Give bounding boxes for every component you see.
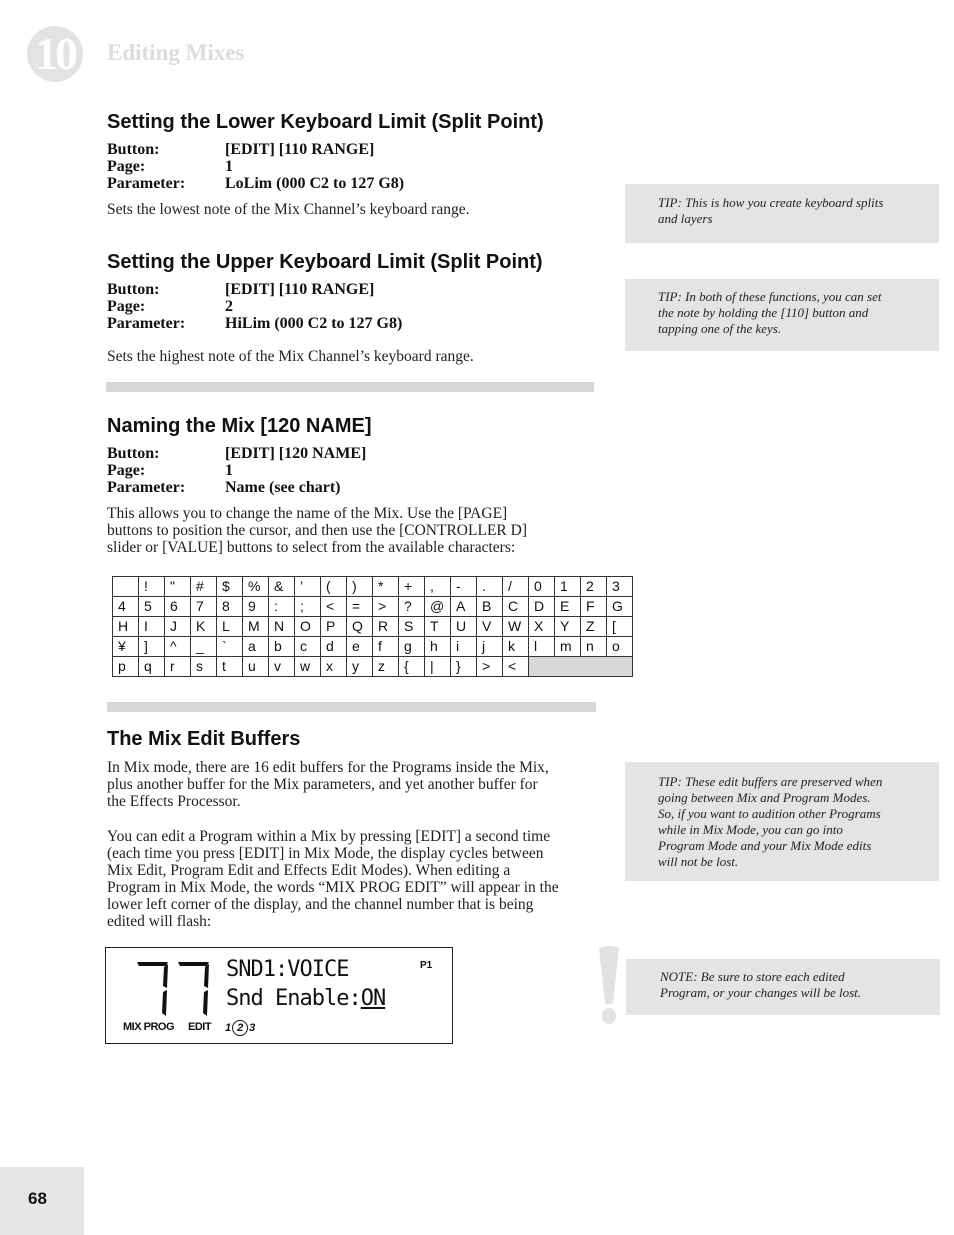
char-cell: 5 xyxy=(139,597,165,617)
body-line: slider or [VALUE] buttons to select from the available characters: xyxy=(107,539,516,556)
tip-line: and layers xyxy=(658,211,713,226)
char-cell: e xyxy=(347,637,373,657)
section-heading-edit-buffers: The Mix Edit Buffers xyxy=(107,728,301,750)
char-cell: s xyxy=(191,657,217,677)
char-cell: Z xyxy=(581,617,607,637)
char-cell: 3 xyxy=(607,577,633,597)
char-cell: / xyxy=(503,577,529,597)
char-cell: k xyxy=(503,637,529,657)
tip-line: NOTE: Be sure to store each edited xyxy=(660,969,845,984)
char-cell: p xyxy=(113,657,139,677)
body-text-upper-limit: Sets the highest note of the Mix Channel’s keyboard range. xyxy=(107,348,474,365)
char-cell: @ xyxy=(425,597,451,617)
char-cell: Q xyxy=(347,617,373,637)
char-cell: f xyxy=(373,637,399,657)
char-cell: B xyxy=(477,597,503,617)
tip-line: Program, or your changes will be lost. xyxy=(660,985,862,1000)
exclamation-icon xyxy=(592,945,626,1027)
char-cell: m xyxy=(555,637,581,657)
char-cell: F xyxy=(581,597,607,617)
char-cell: = xyxy=(347,597,373,617)
char-cell: E xyxy=(555,597,581,617)
char-cell: ¥ xyxy=(113,637,139,657)
lcd-channel-digits xyxy=(132,959,212,1021)
param-value: LoLim (000 C2 to 127 G8) xyxy=(225,175,405,192)
char-cell: o xyxy=(607,637,633,657)
char-cell: a xyxy=(243,637,269,657)
param-value: [EDIT] [110 RANGE] xyxy=(225,281,375,298)
char-cell: ! xyxy=(139,577,165,597)
char-cell: y xyxy=(347,657,373,677)
tip-line: tapping one of the keys. xyxy=(658,321,782,336)
section-heading-lower-limit: Setting the Lower Keyboard Limit (Split Point) xyxy=(107,111,544,133)
char-cell: . xyxy=(477,577,503,597)
char-cell: | xyxy=(425,657,451,677)
char-cell: T xyxy=(425,617,451,637)
char-cell: % xyxy=(243,577,269,597)
param-key: Parameter: xyxy=(107,315,186,332)
param-key: Page: xyxy=(107,158,146,175)
char-cell: 0 xyxy=(529,577,555,597)
char-cell: 1 xyxy=(555,577,581,597)
lcd-line-1: SND1:VOICE xyxy=(226,957,349,982)
chapter-title: Editing Mixes xyxy=(107,40,245,65)
char-cell: # xyxy=(191,577,217,597)
char-cell: , xyxy=(425,577,451,597)
char-cell: V xyxy=(477,617,503,637)
char-cell: 9 xyxy=(243,597,269,617)
char-cell: 4 xyxy=(113,597,139,617)
char-cell: [ xyxy=(607,617,633,637)
tip-box-edit-buffers xyxy=(625,762,939,881)
tip-line: going between Mix and Program Modes. xyxy=(658,790,871,805)
char-cell: L xyxy=(217,617,243,637)
tip-line: TIP: This is how you create keyboard splits xyxy=(658,195,884,210)
char-cell: D xyxy=(529,597,555,617)
lcd-channel-3: 3 xyxy=(249,1022,256,1034)
char-cell: K xyxy=(191,617,217,637)
body-text-lower-limit: Sets the lowest note of the Mix Channel’s keyboard range. xyxy=(107,201,470,218)
lcd-channel-1: 1 xyxy=(225,1022,232,1034)
param-value: Name (see chart) xyxy=(225,479,341,496)
param-value: HiLim (000 C2 to 127 G8) xyxy=(225,315,403,332)
param-value: [EDIT] [120 NAME] xyxy=(225,445,367,462)
char-cell: u xyxy=(243,657,269,677)
param-value: 1 xyxy=(225,158,233,175)
lcd-channel-numbers xyxy=(225,1020,255,1036)
body-text-naming xyxy=(107,505,527,556)
tip-line: TIP: These edit buffers are preserved when xyxy=(658,774,883,789)
char-cell: ) xyxy=(347,577,373,597)
char-cell: x xyxy=(321,657,347,677)
lcd-display xyxy=(105,947,453,1044)
note-box-store xyxy=(626,959,940,1015)
char-cell: q xyxy=(139,657,165,677)
param-key: Button: xyxy=(107,281,160,298)
body-line: This allows you to change the name of the Mix. Use the [PAGE] xyxy=(107,505,508,522)
char-cell: g xyxy=(399,637,425,657)
char-cell: h xyxy=(425,637,451,657)
char-cell: _ xyxy=(191,637,217,657)
tip-line: Program Mode and your Mix Mode edits xyxy=(658,838,872,853)
param-value: 1 xyxy=(225,462,233,479)
character-chart-table xyxy=(112,576,633,677)
char-cell: } xyxy=(451,657,477,677)
char-cell: ` xyxy=(217,637,243,657)
char-cell: d xyxy=(321,637,347,657)
tip-box-splits xyxy=(625,184,939,243)
lcd-channel-2-circled: 2 xyxy=(232,1020,248,1036)
char-cell: b xyxy=(269,637,295,657)
body-line: plus another buffer for the Mix parameters, and yet another buffer for xyxy=(107,776,538,793)
char-cell: j xyxy=(477,637,503,657)
char-cell: - xyxy=(451,577,477,597)
char-cell: O xyxy=(295,617,321,637)
char-cell: ’ xyxy=(295,577,321,597)
char-cell: ? xyxy=(399,597,425,617)
lcd-line-2-value: ON xyxy=(360,986,386,1011)
char-table-row xyxy=(113,657,633,677)
tip-box-note-set xyxy=(625,279,939,351)
char-cell: 7 xyxy=(191,597,217,617)
char-cell: $ xyxy=(217,577,243,597)
char-cell: W xyxy=(503,617,529,637)
char-cell: z xyxy=(373,657,399,677)
char-cell: M xyxy=(243,617,269,637)
char-cell: w xyxy=(295,657,321,677)
char-cell: S xyxy=(399,617,425,637)
char-cell: P xyxy=(321,617,347,637)
lcd-mode-label: MIX PROG xyxy=(123,1021,175,1033)
char-cell: < xyxy=(321,597,347,617)
char-cell: R xyxy=(373,617,399,637)
section-divider xyxy=(106,382,594,392)
chapter-number-badge: 10 xyxy=(27,26,83,82)
param-key: Page: xyxy=(107,298,146,315)
char-cell: < xyxy=(503,657,529,677)
char-cell: H xyxy=(113,617,139,637)
char-cell: ^ xyxy=(165,637,191,657)
body-line: (each time you press [EDIT] in Mix Mode, the display cycles between xyxy=(107,845,544,862)
char-cell: A xyxy=(451,597,477,617)
char-cell: U xyxy=(451,617,477,637)
char-table-row xyxy=(113,577,633,597)
char-cell: J xyxy=(165,617,191,637)
char-cell: : xyxy=(269,597,295,617)
param-block-lower-limit xyxy=(107,141,404,192)
char-cell: & xyxy=(269,577,295,597)
char-cell: 2 xyxy=(581,577,607,597)
body-text-edit-buffers-2 xyxy=(107,828,559,930)
body-line: Program in Mix Mode, the words “MIX PROG EDIT” will appear in the xyxy=(107,879,559,896)
char-cell xyxy=(113,577,139,597)
section-divider xyxy=(107,702,596,712)
char-cell: 8 xyxy=(217,597,243,617)
tip-line: the note by holding the [110] button and xyxy=(658,305,869,320)
body-line: You can edit a Program within a Mix by pressing [EDIT] a second time xyxy=(107,828,551,845)
char-cell: * xyxy=(373,577,399,597)
body-line: Mix Edit, Program Edit and Effects Edit Modes). When editing a xyxy=(107,862,511,879)
param-key: Parameter: xyxy=(107,479,186,496)
char-table-row xyxy=(113,597,633,617)
char-cell: C xyxy=(503,597,529,617)
char-cell: > xyxy=(477,657,503,677)
lcd-page-indicator: P1 xyxy=(420,960,433,971)
param-key: Button: xyxy=(107,445,160,462)
char-cell: N xyxy=(269,617,295,637)
char-cell: I xyxy=(139,617,165,637)
body-text-edit-buffers-1 xyxy=(107,759,549,810)
lcd-line-2 xyxy=(226,986,385,1011)
param-key: Button: xyxy=(107,141,160,158)
body-line: the Effects Processor. xyxy=(107,793,241,810)
char-cell: t xyxy=(217,657,243,677)
char-cell: { xyxy=(399,657,425,677)
char-cell: i xyxy=(451,637,477,657)
body-line: edited will flash: xyxy=(107,913,212,930)
param-value: 2 xyxy=(225,298,233,315)
char-cell: v xyxy=(269,657,295,677)
page-number-box xyxy=(0,1167,84,1235)
param-block-naming xyxy=(107,445,366,496)
char-cell: 6 xyxy=(165,597,191,617)
tip-line: while in Mix Mode, you can go into xyxy=(658,822,843,837)
char-cell: r xyxy=(165,657,191,677)
char-cell: ] xyxy=(139,637,165,657)
section-heading-upper-limit: Setting the Upper Keyboard Limit (Split Point) xyxy=(107,251,543,273)
body-line: In Mix mode, there are 16 edit buffers for the Programs inside the Mix, xyxy=(107,759,549,776)
char-table-row xyxy=(113,637,633,657)
param-value: [EDIT] [110 RANGE] xyxy=(225,141,375,158)
page-number: 68 xyxy=(28,1189,47,1208)
char-cell: G xyxy=(607,597,633,617)
body-line: lower left corner of the display, and the channel number that is being xyxy=(107,896,534,913)
tip-line: TIP: In both of these functions, you can set xyxy=(658,289,882,304)
char-cell: X xyxy=(529,617,555,637)
char-cell: l xyxy=(529,637,555,657)
char-cell-empty xyxy=(529,657,633,677)
char-cell: Y xyxy=(555,617,581,637)
lcd-edit-label: EDIT xyxy=(188,1021,212,1033)
char-table-row xyxy=(113,617,633,637)
body-line: buttons to position the cursor, and then use the [CONTROLLER D] xyxy=(107,522,527,539)
tip-line: will not be lost. xyxy=(658,854,739,869)
char-cell: > xyxy=(373,597,399,617)
char-cell: ; xyxy=(295,597,321,617)
param-key: Parameter: xyxy=(107,175,186,192)
char-cell: n xyxy=(581,637,607,657)
lcd-line-2-label: Snd Enable: xyxy=(226,986,361,1011)
tip-line: So, if you want to audition other Programs xyxy=(658,806,881,821)
lcd-digits-value xyxy=(106,948,107,949)
char-cell: + xyxy=(399,577,425,597)
char-cell: c xyxy=(295,637,321,657)
char-cell: " xyxy=(165,577,191,597)
param-key: Page: xyxy=(107,462,146,479)
char-cell: ( xyxy=(321,577,347,597)
section-heading-naming: Naming the Mix [120 NAME] xyxy=(107,415,372,437)
param-block-upper-limit xyxy=(107,281,402,332)
